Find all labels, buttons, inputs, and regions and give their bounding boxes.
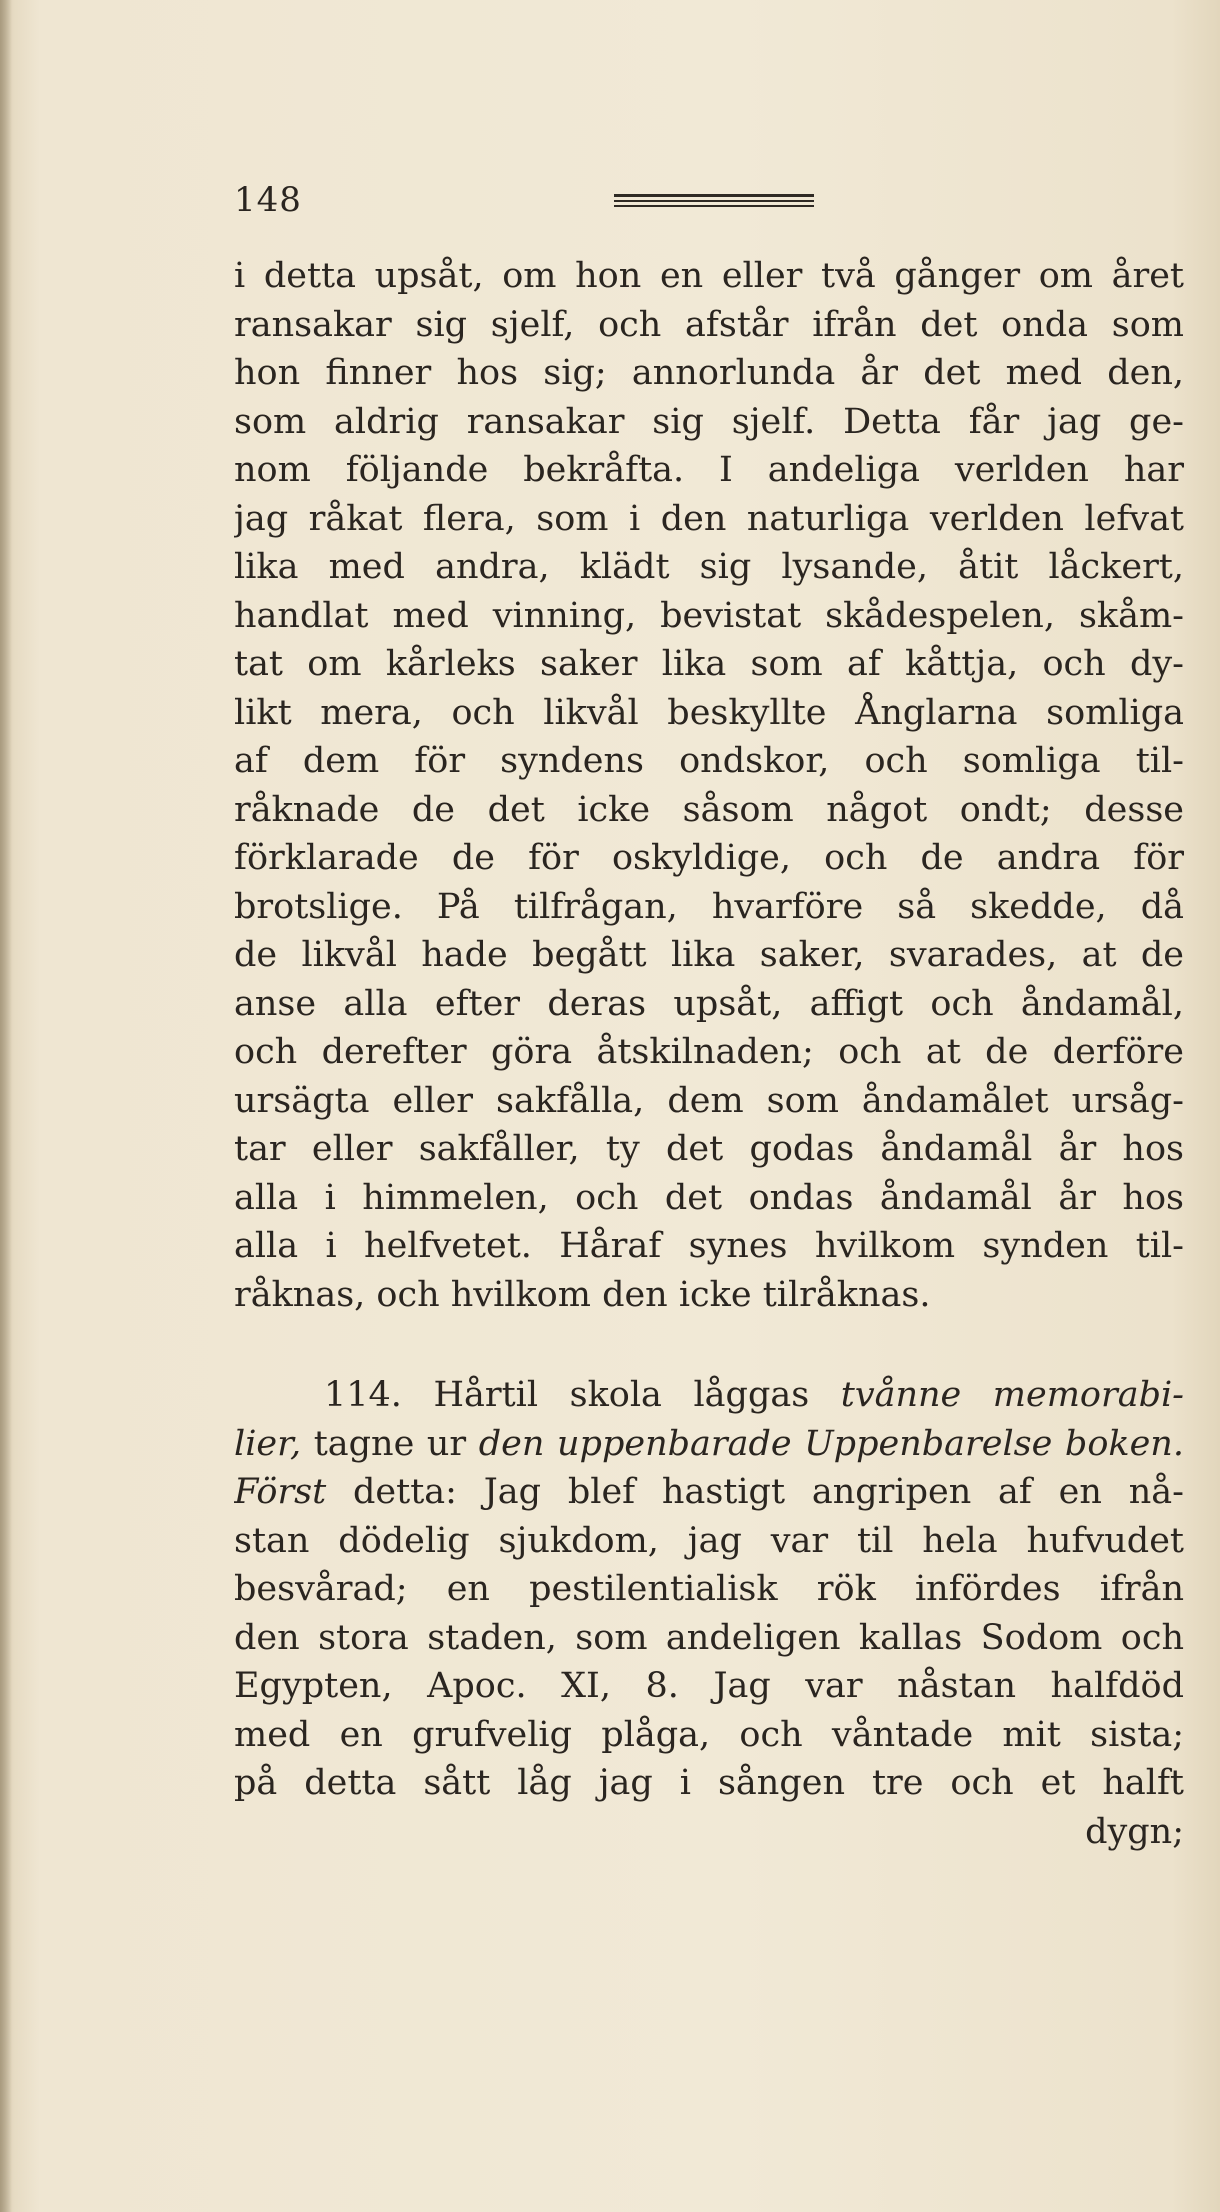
text-line: alla i himmelen, och det ondas åndamål år hos [234,1177,1184,1218]
text-line: af dem för syndens ondskor, och somliga til- [234,741,1184,781]
text-line: Egypten, Apoc. XI, 8. Jag var nåstan halfdöd [234,1666,1184,1706]
text-line: den stora staden, som andeligen kallas Sodom och [234,1617,1184,1658]
section-heading-line [234,1371,1184,1420]
body-text [234,252,1184,1856]
text-line: likt mera, och likvål beskyllte Ånglarna somliga [234,692,1184,733]
paragraph-2 [234,1371,1184,1856]
text-line: hon finner hos sig; annorlunda år det med den, [234,353,1184,393]
text-line: i detta upsåt, om hon en eller två gånger om året [234,256,1184,296]
text-line: och derefter göra åtskilnaden; och at de derföre [234,1032,1184,1072]
text-line [234,1420,1184,1469]
italic-text-run: Först [234,1472,327,1512]
text-line [234,1468,1184,1517]
text-line: stan dödelig sjukdom, jag var til hela hufvudet [234,1520,1184,1561]
text-run: Hårtil skola låggas [433,1375,810,1415]
italic-text-run: tvånne memorabi- [840,1375,1184,1415]
text-line: lika med andra, klädt sig lysande, åtit låckert, [234,547,1184,587]
paragraph-gap [234,1319,1184,1371]
text-line: tat om kårleks saker lika som af kåttja, och dy- [234,644,1184,684]
text-line: jag råkat flera, som i den naturliga verlden lefvat [234,498,1184,539]
spine-shadow [0,0,12,2212]
text-run: tagne ur [313,1423,467,1464]
text-line: med en grufvelig plåga, och våntade mit sista; [234,1714,1184,1755]
text-line: ursägta eller sakfålla, dem som åndamålet ursåg- [234,1080,1184,1121]
text-line: anse alla efter deras upsåt, affigt och åndamål, [234,983,1184,1024]
page-header [234,170,1184,230]
text-line: nom följande bekråfta. I andeliga verlden har [234,450,1184,490]
paragraph-1 [234,252,1184,1319]
text-line: de likvål hade begått lika saker, svarades, at de [234,935,1184,975]
italic-text-run: den uppenbarade Uppenbarelse boken. [478,1423,1184,1464]
text-line: handlat med vinning, bevistat skådespelen, skåm- [234,595,1184,636]
section-number: 114. [324,1375,402,1415]
text-line: besvårad; en pestilentialisk rök infördes ifrån [234,1569,1184,1609]
text-line: tar eller sakfåller, ty det godas åndamål år hos [234,1129,1184,1169]
text-line: alla i helfvetet. Håraf synes hvilkom synden til- [234,1226,1184,1266]
catchword: dygn; [1085,1811,1184,1852]
text-line: förklarade de för oskyldige, och de andra för [234,838,1184,878]
text-run: detta: Jag blef hastigt angripen af en nå- [353,1472,1184,1512]
italic-text-run: lier, [234,1423,302,1464]
text-line: råknade de det icke såsom något ondt; desse [234,789,1184,830]
text-line: brotslige. På tilfrågan, hvarföre så skedde, då [234,886,1184,927]
text-line: råknas, och hvilkom den icke tilråknas. [234,1274,931,1315]
header-ornament-rule [614,194,814,208]
page-number: 148 [234,180,302,220]
text-line: ransakar sig sjelf, och afstår ifrån det onda som [234,304,1184,345]
text-line: som aldrig ransakar sig sjelf. Detta får jag ge- [234,401,1184,442]
text-line: på detta sått låg jag i sången tre och et halft [234,1763,1184,1803]
